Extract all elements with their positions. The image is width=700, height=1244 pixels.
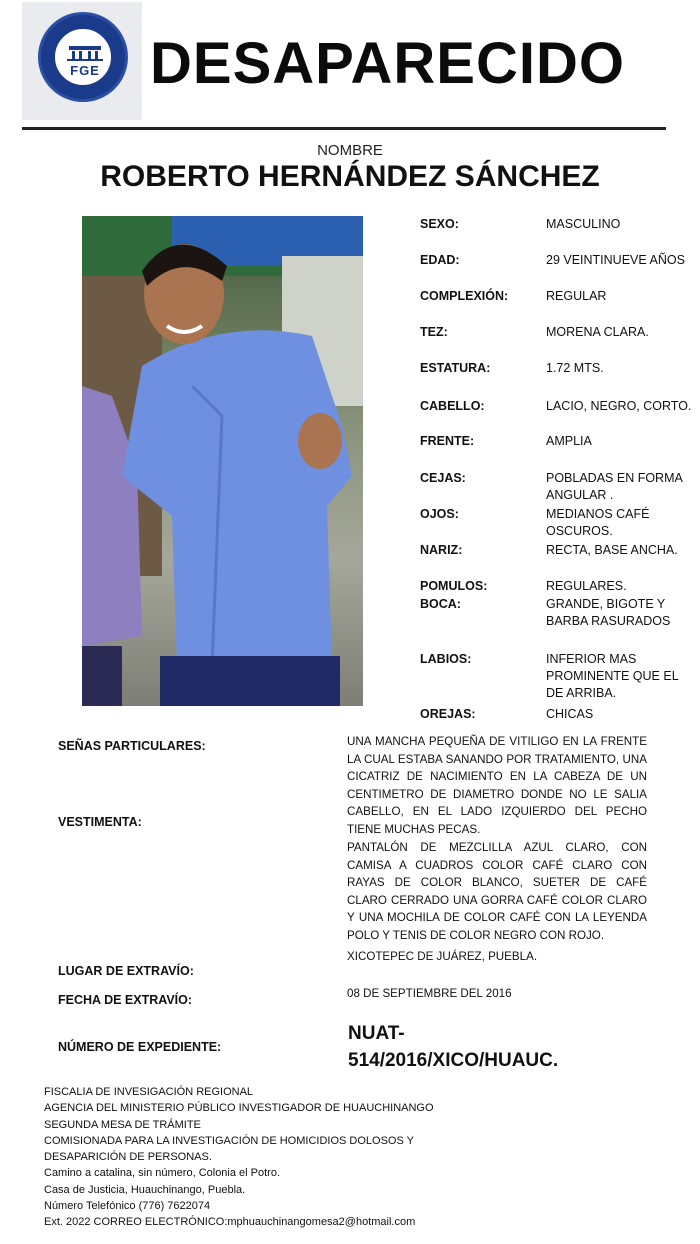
footer-line: DESAPARICIÓN DE PERSONAS. (44, 1151, 212, 1164)
detail-value-frente: AMPLIA (546, 434, 592, 448)
expediente-line-2: 514/2016/XICO/HUAUC. (348, 1050, 559, 1071)
detail-label-ojos: OJOS: (420, 507, 459, 521)
footer-line: Número Telefónico (776) 7622074 (44, 1200, 211, 1213)
detail-value-cabello: LACIO, NEGRO, CORTO. (546, 399, 692, 413)
fge-logo (22, 2, 142, 120)
detail-label-frente: FRENTE: (420, 434, 475, 448)
detail-label-cabello: CABELLO: (420, 399, 485, 413)
detail-value-orejas: CHICAS (546, 707, 594, 721)
detail-value-cejas: POBLADAS EN FORMA ANGULAR . (546, 471, 683, 502)
footer-line: Casa de Justicia, Huauchinango, Puebla. (44, 1183, 246, 1196)
detail-value-complexion: REGULAR (546, 289, 607, 303)
logo-text: FGE (70, 63, 100, 78)
vestimenta-value: PANTALÓN DE MEZCLILLA AZUL CLARO, CON CAMISA A CUADROS COLOR CAFÉ CLARO CON RAYAS DE COLOR BLANCO, SUETER DE CAFÉ CLARO CERRADO UNA GORRA CAFÉ COLOR CLARO Y UNA MOCHILA DE COLOR CAFÉ CON LA LEYENDA POLO Y TENIS DE COLOR NEGRO CON ROJO. (347, 841, 647, 942)
detail-value-sexo: MASCULINO (546, 217, 621, 231)
footer-line: FISCALIA DE INVESIGACIÓN REGIONAL (44, 1086, 254, 1098)
senas-value: UNA MANCHA PEQUEÑA DE VITILIGO EN LA FRENTE LA CUAL ESTABA SANANDO POR TRATAMIENTO, UNA CICATRIZ DE NACIMIENTO EN LA CABEZA DE UN CENTIMETRO DE DIAMETRO DONDE NO LE SALIA CABELLO, EN EL LADO IZQUIERDO DEL PECHO TIENE MUCHAS PECAS. (347, 735, 647, 836)
footer-contact (44, 1084, 664, 1231)
detail-label-edad: EDAD: (420, 253, 460, 267)
detail-label-boca: BOCA: (420, 597, 461, 611)
footer-line: Ext. 2022 CORREO ELECTRÓNICO:mphuauchinangomesa2@hotmail.com (44, 1216, 416, 1229)
header-divider (22, 127, 666, 130)
detail-label-estatura: ESTATURA: (420, 361, 491, 375)
footer-line: AGENCIA DEL MINISTERIO PÚBLICO INVESTIGADOR DE HUAUCHINANGO (44, 1102, 434, 1115)
expediente-label: NÚMERO DE EXPEDIENTE: (58, 1040, 222, 1054)
person-silhouette-icon (82, 216, 363, 706)
page-title: DESAPARECIDO (150, 31, 625, 96)
detail-value-pomulos: REGULARES. (546, 579, 627, 593)
name-label: NOMBRE (317, 142, 383, 159)
detail-value-boca: GRANDE, BIGOTE Y BARBA RASURADOS (546, 597, 671, 628)
senas-label: SEÑAS PARTICULARES: (58, 739, 206, 753)
detail-value-labios: INFERIOR MAS PROMINENTE QUE EL DE ARRIBA. (546, 652, 679, 700)
detail-label-sexo: SEXO: (420, 217, 459, 231)
detail-label-tez: TEZ: (420, 325, 448, 339)
detail-label-labios: LABIOS: (420, 652, 472, 666)
expediente-value (348, 1020, 648, 1074)
detail-label-complexion: COMPLEXIÓN: (420, 289, 509, 303)
footer-line: SEGUNDA MESA DE TRÁMITE (44, 1118, 201, 1131)
fecha-value: 08 DE SEPTIEMBRE DEL 2016 (347, 987, 512, 1000)
vestimenta-label: VESTIMENTA: (58, 815, 142, 829)
detail-value-tez: MORENA CLARA. (546, 325, 649, 339)
expediente-line-1: NUAT- (348, 1023, 405, 1044)
detail-value-edad: 29 VEINTINUEVE AÑOS (546, 253, 685, 267)
detail-value-nariz: RECTA, BASE ANCHA. (546, 543, 678, 557)
building-icon (65, 43, 105, 61)
footer-line: COMISIONADA PARA LA INVESTIGACIÓN DE HOMICIDIOS DOLOSOS Y (44, 1134, 415, 1147)
footer-line: Camino a catalina, sin número, Colonia el Potro. (44, 1167, 281, 1180)
detail-label-orejas: OREJAS: (420, 707, 476, 721)
person-photo (82, 216, 363, 706)
detail-label-cejas: CEJAS: (420, 471, 466, 485)
detail-value-ojos: MEDIANOS CAFÉ OSCUROS. (546, 507, 650, 538)
detail-label-nariz: NARIZ: (420, 543, 463, 557)
lugar-value: XICOTEPEC DE JUÁREZ, PUEBLA. (347, 950, 538, 963)
detail-label-pomulos: POMULOS: (420, 579, 488, 593)
fecha-label: FECHA DE EXTRAVÍO: (58, 993, 193, 1007)
person-name: ROBERTO HERNÁNDEZ SÁNCHEZ (100, 160, 600, 193)
detail-value-estatura: 1.72 MTS. (546, 361, 604, 375)
logo-seal-icon (38, 12, 128, 102)
lugar-label: LUGAR DE EXTRAVÍO: (58, 964, 194, 978)
